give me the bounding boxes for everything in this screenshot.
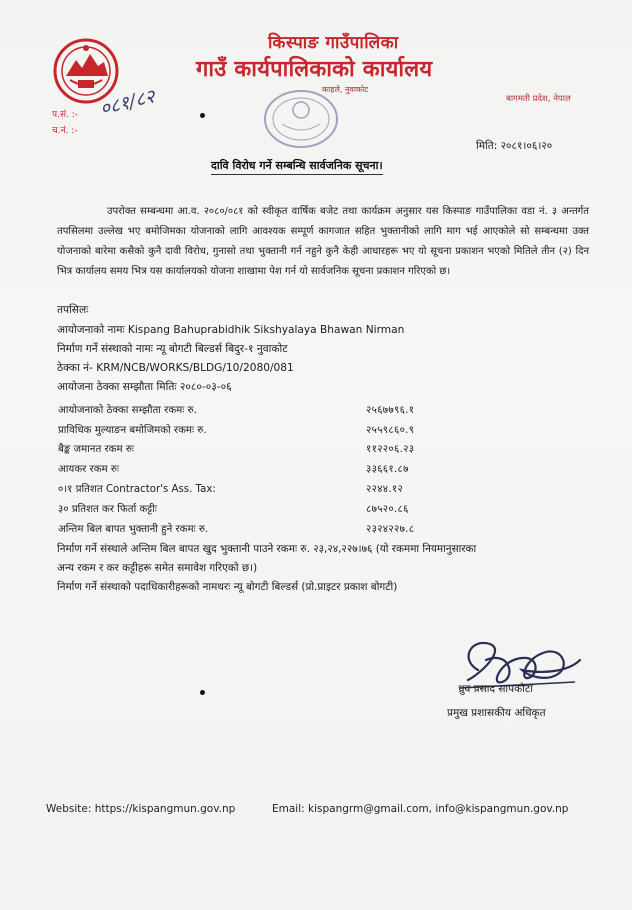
letter-number-label: प.सं. :- <box>52 110 79 120</box>
body-line: सहित भुक्तानीको लागि माग भई आएकोले सो सम्बन्धमा उक्त योजनाको बारेमा कसैको कुनै दावी विरोध, गुनासो <box>57 226 589 257</box>
notice-date: मिति: २०८१।०६।२० <box>476 140 553 152</box>
amount-label: आयोजनाको ठेक्का सम्झौता रकमः रु. <box>58 405 197 416</box>
footer-email[interactable]: Email: kispangrm@gmail.com, info@kispangmun.gov.np <box>272 803 569 815</box>
amount-value: २५६७७९६.१ <box>366 405 415 416</box>
municipality-name: किस्पाङ गाउँपालिका <box>268 33 399 53</box>
dispatch-number-label: च.नं. :- <box>52 126 78 136</box>
contract-number: ठेक्का नं- KRM/NCB/WORKS/BLDG/10/2080/081 <box>57 362 294 374</box>
net-payment-note: अन्य रकम र कर कट्टीहरू समेत समावेश गरिएको छ।) <box>57 562 258 574</box>
notice-body <box>57 202 589 282</box>
amount-label: प्राविधिक मुल्याङन बमोजिमको रकमः रु. <box>58 425 207 436</box>
amount-label: बैङ्क जमानत रकम रुः <box>58 444 134 455</box>
amount-label: ३० प्रतिशत कर फिर्ता कट्टीः <box>58 504 157 515</box>
office-stamp <box>262 88 340 150</box>
amount-value: २२४४.१२ <box>366 484 404 495</box>
body-line: उपरोक्त सम्बन्धमा आ.व. २०८०/०८१ को स्वीकृत वार्षिक बजेट तथा कार्यक्रम अनुसार यस किस्पाङ <box>107 206 472 217</box>
signatory-title: प्रमुख प्रशासकीय अधिकृत <box>447 707 546 719</box>
province-label: बागमती प्रदेश, नेपाल <box>506 94 571 104</box>
ink-dot <box>200 113 205 118</box>
amount-value: २५५९८६०.९ <box>366 425 415 436</box>
net-payment-line: निर्माण गर्ने संस्थाले अन्तिम बिल बापत खुद भुक्तानी पाउने रकमः रु. २३,२४,२२७।७६ (यो रकममा नियमानुसारका <box>57 543 477 555</box>
amount-value: ११२२०६.२३ <box>366 444 415 455</box>
dispatch-number-handwritten: ०८१/८२ <box>97 85 158 121</box>
signatory-name: ध्रुव प्रसाद सापकोटा <box>458 683 533 695</box>
builder-officials: निर्माण गर्ने संस्थाको पदाधिकारीहरूको नामथरः न्यू बोगटी बिल्डर्स (प्रो.प्राइटर प्रकाश बोगटी) <box>57 581 398 593</box>
project-name: आयोजनाको नामः Kispang Bahuprabidhik Sikshyalaya Bhawan Nirman <box>57 324 405 336</box>
amount-value: २३२४२२७.८ <box>366 524 415 535</box>
amount-label: अन्तिम बिल बापत भुक्तानी हुने रकमः रु. <box>58 524 209 535</box>
body-line: तथा भुक्तानी गर्न नहुने कुनै केही आधारहरू भए यो सूचना प्रकाशन भएको मितिले तीन (२) दिन भित्र कार्यालय समय <box>57 246 589 277</box>
amount-value: ८७५२०.८६ <box>366 504 409 515</box>
notice-title: दावि विरोध गर्ने सम्बन्धि सार्वजनिक सूचना। <box>211 158 383 175</box>
body-line: भित्र यस कार्यालयको योजना शाखामा पेश गर्न यो सार्वजनिक सूचना प्रकाशन गरिएको छ। <box>131 266 451 277</box>
builder-name: निर्माण गर्ने संस्थाको नामः न्यू बोगटी बिल्डर्स बिदुर-१ नुवाकोट <box>57 343 288 355</box>
office-location: काहले, नुवाकोट <box>322 85 369 94</box>
agreement-date: आयोजना ठेक्का सम्झौता मितिः २०८०-०३-०६ <box>57 381 232 393</box>
details-heading: तपसिलः <box>57 304 89 316</box>
amount-value: ३३६६१.८७ <box>366 464 409 475</box>
amount-label: आयकर रकम रुः <box>58 464 120 475</box>
footer-website[interactable]: Website: https://kispangmun.gov.np <box>46 803 236 815</box>
ink-dot <box>200 690 205 695</box>
amount-label: ०।१ प्रतिशत Contractor's Ass. Tax: <box>58 484 216 495</box>
office-name: गाउँ कार्यपालिकाको कार्यालय <box>196 57 433 82</box>
body-line: गाउँपालिका वडा नं. ३ अन्तर्गत तपसिलमा उल्लेख भए बमोजिमका योजनाको लागि आवश्यक सम्पूर्ण कागजात <box>57 206 589 237</box>
